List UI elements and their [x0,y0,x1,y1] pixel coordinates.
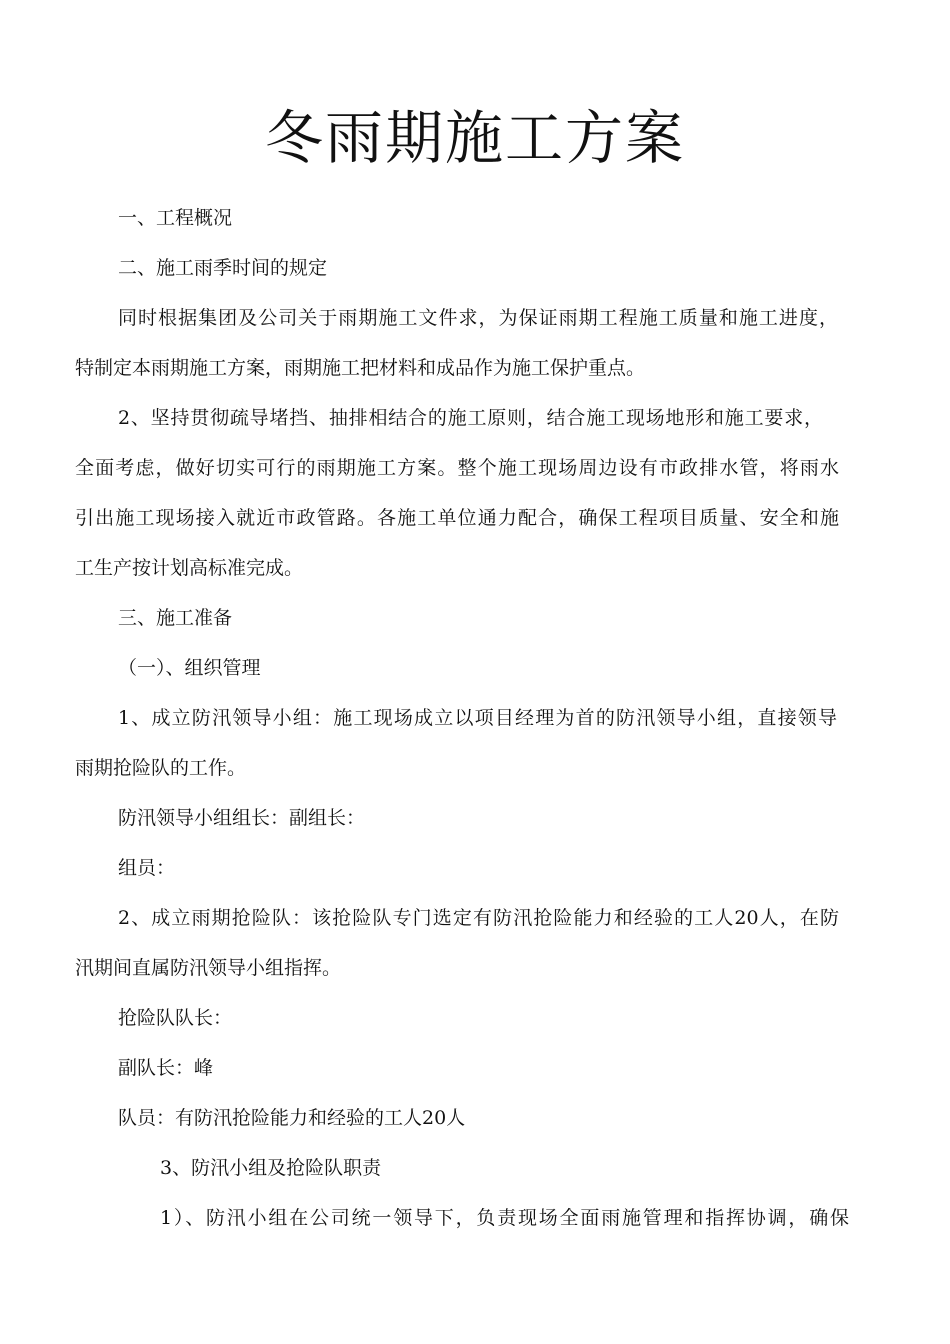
paragraph-line: 抢险队队长： [118,1007,233,1029]
paragraph-line: 2、坚持贯彻疏导堵挡、抽排相结合的施工原则，结合施工现场地形和施工要求， [118,407,823,429]
heading-construction-preparation: 三、施工准备 [118,607,233,629]
paragraph-line: 全面考虑，做好切实可行的雨期施工方案。整个施工现场周边设有市政排水管，将雨水 [75,457,839,479]
paragraph-line: 特制定本雨期施工方案，雨期施工把材料和成品作为施工保护重点。 [75,357,646,379]
paragraph-line: 2、成立雨期抢险队：该抢险队专门选定有防汛抢险能力和经验的工人20人，在防 [118,907,839,929]
paragraph-line: 组员： [118,857,176,879]
paragraph-line: 队员：有防汛抢险能力和经验的工人20人 [118,1107,466,1129]
paragraph-line: 同时根据集团及公司关于雨期施工文件求，为保证雨期工程施工质量和施工进度， [118,307,838,329]
document-title: 冬雨期施工方案 [264,104,685,172]
paragraph-line: 防汛领导小组组长：副组长： [118,807,366,829]
paragraph-line: 工生产按计划高标准完成。 [75,557,304,579]
paragraph-line: 1、成立防汛领导小组：施工现场成立以项目经理为首的防汛领导小组，直接领导 [118,707,837,729]
heading-rainy-season-schedule: 二、施工雨季时间的规定 [118,257,328,279]
heading-project-overview: 一、工程概况 [118,207,233,229]
paragraph-line: 1）、防汛小组在公司统一领导下，负责现场全面雨施管理和指挥协调，确保 [160,1207,849,1229]
paragraph-line: 引出施工现场接入就近市政管路。各施工单位通力配合，确保工程项目质量、安全和施 [75,507,839,529]
paragraph-line: 副队长：峰 [118,1057,214,1079]
heading-duties: 3、防汛小组及抢险队职责 [160,1157,382,1179]
paragraph-line: 汛期间直属防汛领导小组指挥。 [75,957,342,979]
heading-organization-management: （一）、组织管理 [118,657,261,679]
paragraph-line: 雨期抢险队的工作。 [75,757,247,779]
